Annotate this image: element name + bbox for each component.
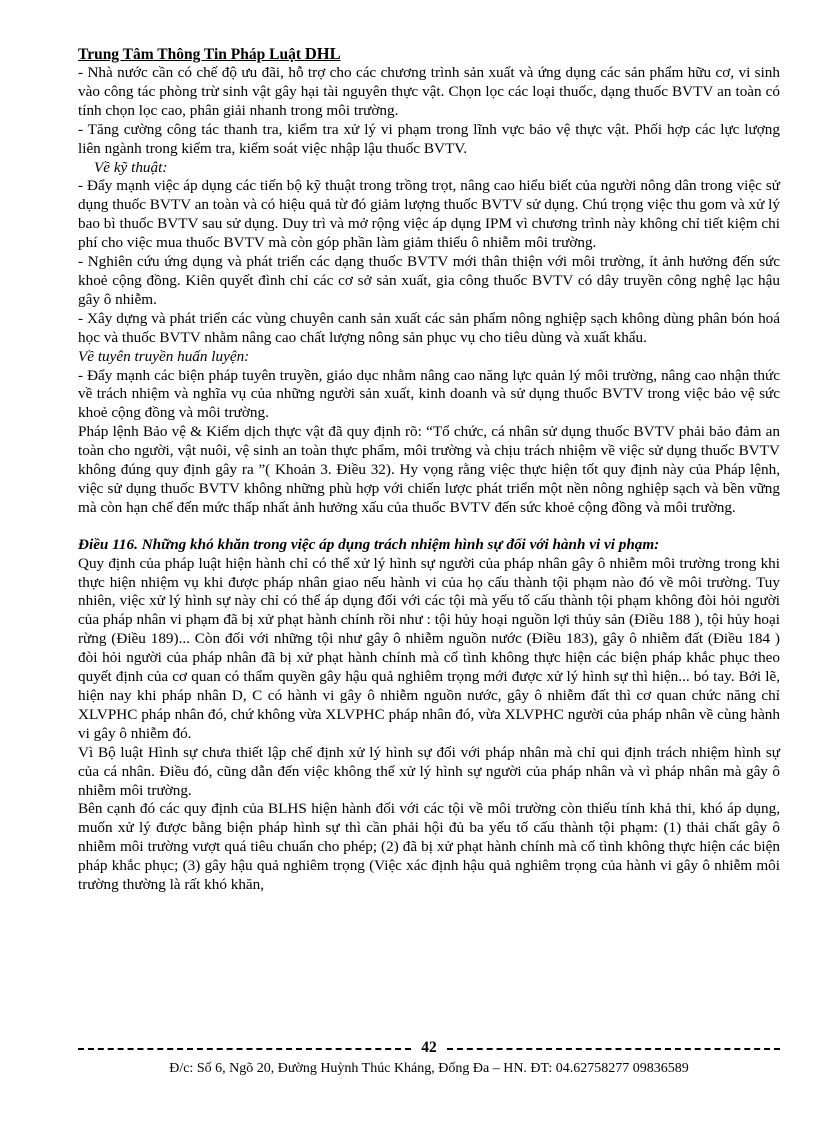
section-title: Điều 116. Những khó khăn trong việc áp dụng trách nhiệm hình sự đối với hành vi vi phạm: [78,535,660,553]
document-page [78,44,780,895]
page-footer [78,1039,780,1078]
paragraph: Bên cạnh đó các quy định của BLHS hiện hành đối với các tội về môi trường còn thiếu tính khả thi, khó áp dụng, muốn xử lý được bằng biện pháp hình sự thì cần phải hội đủ ba yếu tố cấu thành tội phạm: (1) thải chất gây ô nhiễm môi trường vượt quá tiêu chuẩn cho phép; (2) đã bị xử phạt hành chính mà cố tình không thực hiện các biện pháp khắc phục; (3) gây hậu quả nghiêm trọng (Việc xác định hậu quả nghiêm trọng của hành vi gây ô nhiễm môi trường thường là rất khó khăn, [78,800,780,894]
paragraph: - Tăng cường công tác thanh tra, kiểm tra xử lý vi phạm trong lĩnh vực bảo vệ thực vật. Phối hợp các lực lượng liên ngành trong kiểm tra, kiểm soát việc nhập lậu thuốc BVTV. [78,120,780,157]
paragraph: - Xây dựng và phát triển các vùng chuyên canh sản xuất các sản phẩm nông nghiệp sạch không dùng phân bón hoá học và thuốc BVTV nhằm nâng cao chất lượng nông sản phục vụ cho tiêu dùng và xuất khẩu. [78,309,780,346]
document-body [78,64,780,895]
subheading-technical: Về kỹ thuật: [94,158,168,176]
footer-rule [78,1039,780,1057]
page-number: 42 [421,1039,437,1056]
footer-dash-right [447,1048,780,1050]
paragraph: - Đẩy mạnh việc áp dụng các tiến bộ kỹ thuật trong trồng trọt, nâng cao hiểu biết của người nông dân trong việc sử dụng thuốc BVTV an toàn và có hiệu quả từ đó giảm lượng thuốc BVTV sử dụng. Chú trọng việc thu gom và xử lý bao bì thuốc BVTV sau sử dụng. Duy trì và mở rộng việc áp dụng IPM vì chương trình này không chỉ tiết kiệm chi phí cho việc mua thuốc BVTV mà còn góp phần làm giảm thiểu ô nhiễm môi trường. [78,177,780,252]
header-prefix: Trung Tâm Thông Tin Pháp Luật [78,46,305,63]
header-brand: DHL [304,44,341,63]
paragraph: Vì Bộ luật Hình sự chưa thiết lập chế định xử lý hình sự đối với pháp nhân mà chỉ qui định trách nhiệm hình sự của cá nhân. Điều đó, cũng dẫn đến việc không thể xử lý hình sự người của pháp nhân và vì pháp nhân mà gây ô nhiễm môi trường. [78,743,780,799]
paragraph: Quy định của pháp luật hiện hành chỉ có thể xử lý hình sự người của pháp nhân gây ô nhiễm môi trường trong khi thực hiện nhiệm vụ khi được pháp nhân giao nếu hành vi của họ cấu thành tội phạm nào đó về môi trường. Tuy nhiên, việc xử lý hình sự này chỉ có thể áp dụng đối với các tội mà yếu tố cấu thành tội phạm không đòi hỏi người của pháp nhân vi phạm đã bị xử phạt hành chính rồi như : tội hủy hoại nguồn lợi thủy sản (Điều 188 ), tội hủy hoại rừng (Điều 189)... Còn đối với những tội như gây ô nhiễm nguồn nước (Điều 183), gây ô nhiễm đất (Điều 184 ) đòi hỏi người của pháp nhân đã bị xử phạt hành chính mà cố tình không thực hiện các biện pháp khắc phục theo quyết định của cơ quan có thẩm quyền gây hậu quả nghiêm trọng mới được xử lý hình sự thì hiện... bó tay. Bởi lẽ, hiện nay khi pháp nhân D, C có hành vi gây ô nhiễm nguồn nước, gây ô nhiễm đất thì cơ quan chức năng chỉ XLVPHC pháp nhân đó, chứ không vừa XLVPHC pháp nhân đó, vừa XLVPHC người của pháp nhân về cùng hành vi gây ô nhiễm đó. [78,554,780,742]
paragraph: Pháp lệnh Bảo vệ & Kiểm dịch thực vật đã quy định rõ: “Tổ chức, cá nhân sử dụng thuốc BVTV phải bảo đảm an toàn cho người, vật nuôi, vệ sinh an toàn thực phẩm, môi trường và chịu trách nhiệm về việc sử dụng thuốc BVTV không đúng quy định gây ra ”( Khoản 3. Điều 32). Hy vọng rằng việc thực hiện tốt quy định này của Pháp lệnh, việc sử dụng thuốc BVTV không những phù hợp với chiến lược phát triển một nền nông nghiệp sạch và bền vững mà còn hạn chế đến mức thấp nhất ảnh hưởng xấu của thuốc BVTV đến sức khoẻ cộng đồng và môi trường. [78,423,780,516]
footer-dash-left [78,1048,411,1050]
paragraph: - Nghiên cứu ứng dụng và phát triển các dạng thuốc BVTV mới thân thiện với môi trường, ít ảnh hưởng đến sức khoẻ cộng đồng. Kiên quyết đình chỉ các cơ sở sản xuất, gia công thuốc BVTV có dây truyền công nghệ lạc hậu gây ô nhiễm. [78,253,780,308]
page-header [78,44,780,64]
footer-address: Đ/c: Số 6, Ngõ 20, Đường Huỳnh Thúc Kháng, Đống Đa – HN. ĐT: 04.62758277 09836589 [169,1061,689,1076]
paragraph: - Nhà nước cần có chế độ ưu đãi, hỗ trợ cho các chương trình sản xuất và ứng dụng các sản phẩm hữu cơ, vi sinh vào công tác phòng trừ sinh vật gây hại tài nguyên thực vật. Chọn lọc các loại thuốc, dạng thuốc BVTV an toàn có tính chọn lọc cao, phân giải nhanh trong môi trường. [78,64,780,119]
subheading-training: Về tuyên truyền huấn luyện: [78,347,250,365]
paragraph: - Đẩy mạnh các biện pháp tuyên truyền, giáo dục nhằm nâng cao năng lực quản lý môi trường, nâng cao nhận thức về trách nhiệm và nghĩa vụ của những người sản xuất, kinh doanh và sử dụng thuốc BVTV trong việc bảo vệ sức khoẻ cộng đồng và môi trường. [78,366,780,422]
section-spacer [78,518,780,536]
